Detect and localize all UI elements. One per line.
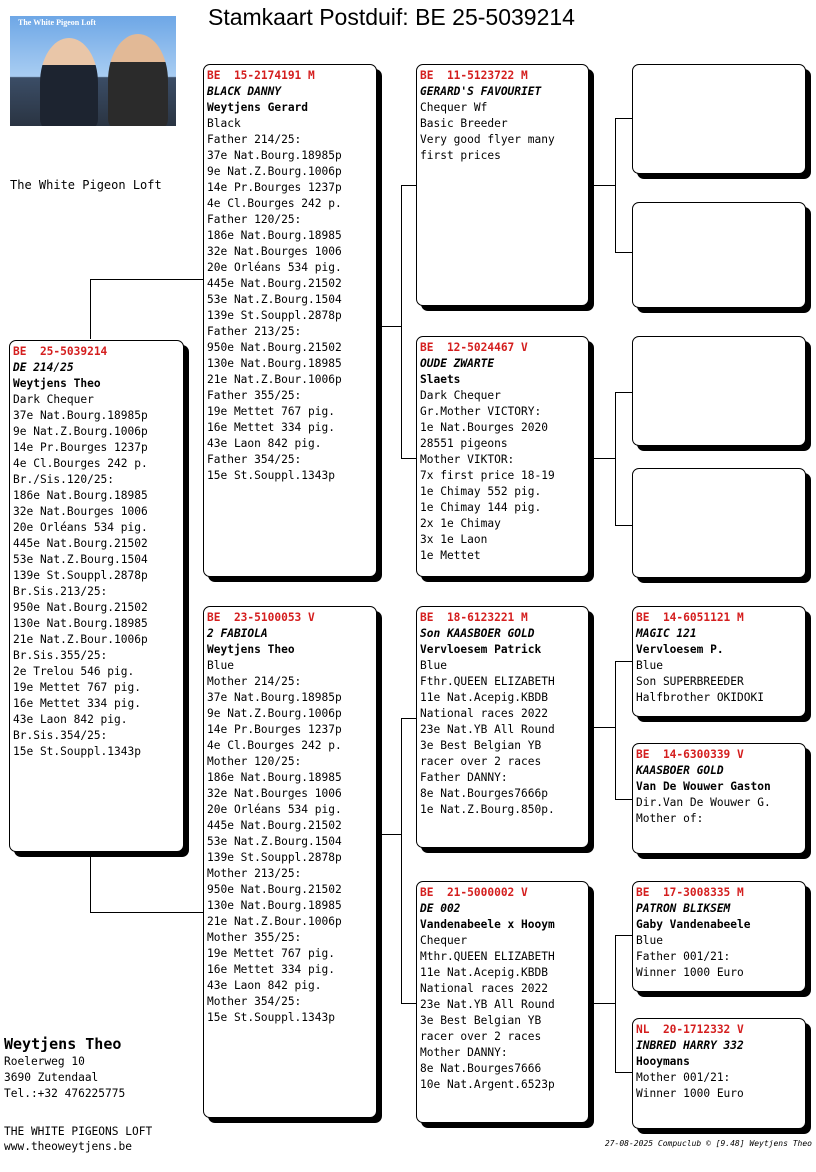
info-line: 130e Nat.Bourg.18985 [13,617,148,630]
pigeon-owner: Van De Wouwer Gaston [636,780,771,793]
pigeon-card-father-mother[interactable] [416,336,589,577]
info-line: Father 001/21: [636,950,731,963]
info-line: 950e Nat.Bourg.21502 [207,341,342,354]
info-line: 43e Laon 842 pig. [13,713,128,726]
info-line: 445e Nat.Bourg.21502 [13,537,148,550]
connector-line [590,1003,615,1004]
info-line: racer over 2 races [420,755,542,768]
connector-line [401,185,402,458]
footer-website-link[interactable]: www.theoweytjens.be [4,1140,132,1153]
connector-line [401,1003,417,1004]
info-line: 4e Cl.Bourges 242 p. [207,739,342,752]
connector-line [615,392,633,393]
info-line: 3e Best Belgian YB [420,739,542,752]
info-line: 950e Nat.Bourg.21502 [207,883,342,896]
page-title: Stamkaart Postduif: BE 25-5039214 [208,4,575,30]
pigeon-owner: Hooymans [636,1055,690,1068]
info-line: racer over 2 races [420,1030,542,1043]
info-line: Mother 355/25: [207,931,302,944]
info-line: Father 214/25: [207,133,302,146]
connector-line [378,834,401,835]
connector-line [615,799,633,800]
pigeon-owner: Vandenabeele x Hooym [420,918,555,931]
connector-line [590,727,615,728]
info-line: 37e Nat.Bourg.18985p [207,691,342,704]
info-line: 11e Nat.Acepig.KBDB [420,691,548,704]
info-line: 15e St.Souppl.1343p [207,1011,335,1024]
info-line: Mother 354/25: [207,995,302,1008]
info-line: Mthr.QUEEN ELIZABETH [420,950,555,963]
pigeon-name: BLACK DANNY [207,85,282,98]
info-line: 9e Nat.Z.Bourg.1006p [207,165,342,178]
connector-line [590,185,615,186]
info-line: Winner 1000 Euro [636,966,744,979]
info-line: Mother VIKTOR: [420,453,515,466]
info-line: 186e Nat.Bourg.18985 [207,771,342,784]
info-line: 23e Nat.YB All Round [420,998,555,1011]
pigeon-card-empty [632,336,806,446]
owner-block [4,1034,125,1102]
owner-street: Roelerweg 10 [4,1055,85,1068]
ring-number: BE 14-6051121 M [636,611,744,624]
person-right-figure [108,34,168,126]
ring-number: BE 17-3008335 M [636,886,744,899]
ring-number: BE 12-5024467 V [420,341,528,354]
pigeon-card-mother-father[interactable] [416,606,589,848]
info-line: 11e Nat.Acepig.KBDB [420,966,548,979]
pigeon-card-father-father[interactable] [416,64,589,306]
info-line: 4e Cl.Bourges 242 p. [13,457,148,470]
pigeon-name: MAGIC 121 [636,627,697,640]
person-left-figure [40,38,98,126]
connector-line [615,118,616,252]
info-line: Basic Breeder [420,117,508,130]
info-line: 21e Nat.Z.Bour.1006p [207,915,342,928]
info-line: 1e Mettet [420,549,481,562]
owner-phone: Tel.:+32 476225775 [4,1087,126,1100]
pigeon-card-empty [632,64,806,174]
info-line: Father 354/25: [207,453,302,466]
info-line: Halfbrother OKIDOKI [636,691,764,704]
info-line: Mother 001/21: [636,1071,731,1084]
loft-photo [10,16,176,126]
info-line: 16e Mettet 334 pig. [13,697,141,710]
print-info: 27-08-2025 Compuclub © [9.48] Weytjens Theo [604,1139,812,1148]
pigeon-card-mm-mother[interactable] [632,1018,806,1129]
pigeon-name: DE 214/25 [13,361,74,374]
info-line: 19e Mettet 767 pig. [207,947,335,960]
owner-name: Weytjens Theo [4,1035,122,1053]
pigeon-name: OUDE ZWARTE [420,357,495,370]
connector-line [90,912,204,913]
info-line: Blue [420,659,447,672]
pigeon-owner: Weytjens Theo [207,643,295,656]
pigeon-owner: Vervloesem Patrick [420,643,542,656]
info-line: Black [207,117,241,130]
info-line: 20e Orléans 534 pig. [13,521,148,534]
info-line: 37e Nat.Bourg.18985p [13,409,148,422]
info-line: Blue [636,934,663,947]
pigeon-owner: Slaets [420,373,461,386]
ring-number: BE 25-5039214 [13,345,108,358]
info-line: Son SUPERBREEDER [636,675,744,688]
pigeon-name: INBRED HARRY 332 [636,1039,744,1052]
info-line: 14e Pr.Bourges 1237p [207,723,342,736]
info-line: 16e Mettet 334 pig. [207,963,335,976]
info-line: Br.Sis.354/25: [13,729,108,742]
info-line: Very good flyer many [420,133,555,146]
info-line: 1e Nat.Z.Bourg.850p. [420,803,555,816]
info-line: 1e Chimay 552 pig. [420,485,542,498]
photo-logo-text: The White Pigeon Loft [18,18,96,27]
connector-line [401,718,417,719]
pigeon-owner: Weytjens Theo [13,377,101,390]
info-line: Chequer Wf [420,101,488,114]
info-line: Mother 120/25: [207,755,302,768]
info-line: 43e Laon 842 pig. [207,437,322,450]
info-line: 130e Nat.Bourg.18985 [207,899,342,912]
connector-line [401,718,402,1003]
info-line: Br.Sis.213/25: [13,585,108,598]
connector-line [615,525,633,526]
info-line: 15e St.Souppl.1343p [207,469,335,482]
info-line: 1e Nat.Bourges 2020 [420,421,548,434]
pigeon-name: Son KAASBOER GOLD [420,627,535,640]
info-line: 950e Nat.Bourg.21502 [13,601,148,614]
pigeon-name: DE 002 [420,902,461,915]
footer-loft-name: THE WHITE PIGEONS LOFT [4,1125,153,1138]
connector-line [90,852,91,912]
connector-line [615,392,616,525]
info-line: 3x 1e Laon [420,533,488,546]
connector-line [378,326,401,327]
info-line: 32e Nat.Bourges 1006 [13,505,148,518]
info-line: 53e Nat.Z.Bourg.1504 [13,553,148,566]
pigeon-owner: Vervloesem P. [636,643,724,656]
pigeon-owner: Weytjens Gerard [207,101,309,114]
connector-line [590,458,615,459]
pigeon-card-mother-mother[interactable] [416,881,589,1123]
pigeon-owner: Gaby Vandenabeele [636,918,751,931]
info-line: National races 2022 [420,707,548,720]
pigeon-card-empty [632,202,806,308]
info-line: Blue [207,659,234,672]
owner-city: 3690 Zutendaal [4,1071,99,1084]
connector-line [615,661,633,662]
info-line: 1e Chimay 144 pig. [420,501,542,514]
info-line: 2x 1e Chimay [420,517,501,530]
info-line: Mother 213/25: [207,867,302,880]
info-line: Chequer [420,934,468,947]
pigeon-name: KAASBOER GOLD [636,764,724,777]
info-line: Gr.Mother VICTORY: [420,405,542,418]
connector-line [615,661,616,799]
pigeon-name: GERARD'S FAVOURIET [420,85,542,98]
pigeon-card-main[interactable] [9,340,184,852]
info-line: 9e Nat.Z.Bourg.1006p [13,425,148,438]
info-line: 14e Pr.Bourges 1237p [207,181,342,194]
info-line: 28551 pigeons [420,437,508,450]
connector-line [401,458,417,459]
info-line: 19e Mettet 767 pig. [13,681,141,694]
info-line: Mother DANNY: [420,1046,508,1059]
ring-number: NL 20-1712332 V [636,1023,744,1036]
connector-line [90,279,204,280]
info-line: 445e Nat.Bourg.21502 [207,819,342,832]
pigeon-card-mf-mother[interactable] [632,743,806,854]
pigeon-card-father[interactable] [203,64,377,577]
info-line: 32e Nat.Bourges 1006 [207,787,342,800]
connector-line [615,1072,633,1073]
pigeon-name: 2 FABIOLA [207,627,268,640]
info-line: 9e Nat.Z.Bourg.1006p [207,707,342,720]
info-line: 32e Nat.Bourges 1006 [207,245,342,258]
info-line: 3e Best Belgian YB [420,1014,542,1027]
info-line: 21e Nat.Z.Bour.1006p [207,373,342,386]
info-line: 8e Nat.Bourges7666p [420,787,548,800]
info-line: Winner 1000 Euro [636,1087,744,1100]
connector-line [615,935,616,1072]
ring-number: BE 18-6123221 M [420,611,528,624]
info-line: Br./Sis.120/25: [13,473,115,486]
info-line: 130e Nat.Bourg.18985 [207,357,342,370]
pigeon-card-mm-father[interactable] [632,881,806,992]
info-line: 16e Mettet 334 pig. [207,421,335,434]
info-line: 8e Nat.Bourges7666 [420,1062,542,1075]
info-line: Dark Chequer [13,393,94,406]
info-line: Father 213/25: [207,325,302,338]
pigeon-card-mf-father[interactable] [632,606,806,717]
info-line: 37e Nat.Bourg.18985p [207,149,342,162]
ring-number: BE 14-6300339 V [636,748,744,761]
connector-line [615,252,633,253]
info-line: Dark Chequer [420,389,501,402]
info-line: Mother of: [636,812,704,825]
info-line: Fthr.QUEEN ELIZABETH [420,675,555,688]
info-line: Father 355/25: [207,389,302,402]
ring-number: BE 11-5123722 M [420,69,528,82]
info-line: Br.Sis.355/25: [13,649,108,662]
info-line: 139e St.Souppl.2878p [13,569,148,582]
info-line: 43e Laon 842 pig. [207,979,322,992]
ring-number: BE 15-2174191 M [207,69,315,82]
info-line: 15e St.Souppl.1343p [13,745,141,758]
info-line: 20e Orléans 534 pig. [207,261,342,274]
info-line: 2e Trelou 546 pig. [13,665,135,678]
pigeon-card-empty [632,468,806,578]
info-line: Blue [636,659,663,672]
info-line: 7x first price 18-19 [420,469,555,482]
ring-number: BE 23-5100053 V [207,611,315,624]
connector-line [401,185,417,186]
info-line: 23e Nat.YB All Round [420,723,555,736]
info-line: 14e Pr.Bourges 1237p [13,441,148,454]
info-line: Father DANNY: [420,771,508,784]
info-line: 10e Nat.Argent.6523p [420,1078,555,1091]
loft-name: The White Pigeon Loft [10,178,162,192]
footer [4,1124,152,1154]
info-line: 445e Nat.Bourg.21502 [207,277,342,290]
info-line: 139e St.Souppl.2878p [207,309,342,322]
info-line: 4e Cl.Bourges 242 p. [207,197,342,210]
connector-line [615,935,633,936]
info-line: 21e Nat.Z.Bour.1006p [13,633,148,646]
pigeon-name: PATRON BLIKSEM [636,902,731,915]
info-line: 53e Nat.Z.Bourg.1504 [207,835,342,848]
connector-line [615,118,633,119]
info-line: 186e Nat.Bourg.18985 [13,489,148,502]
info-line: Mother 214/25: [207,675,302,688]
info-line: National races 2022 [420,982,548,995]
info-line: Father 120/25: [207,213,302,226]
connector-line [90,279,91,339]
info-line: 20e Orléans 534 pig. [207,803,342,816]
info-line: 186e Nat.Bourg.18985 [207,229,342,242]
info-line: 53e Nat.Z.Bourg.1504 [207,293,342,306]
ring-number: BE 21-5000002 V [420,886,528,899]
info-line: Dir.Van De Wouwer G. [636,796,771,809]
info-line: first prices [420,149,501,162]
info-line: 139e St.Souppl.2878p [207,851,342,864]
info-line: 19e Mettet 767 pig. [207,405,335,418]
pigeon-card-mother[interactable] [203,606,377,1118]
